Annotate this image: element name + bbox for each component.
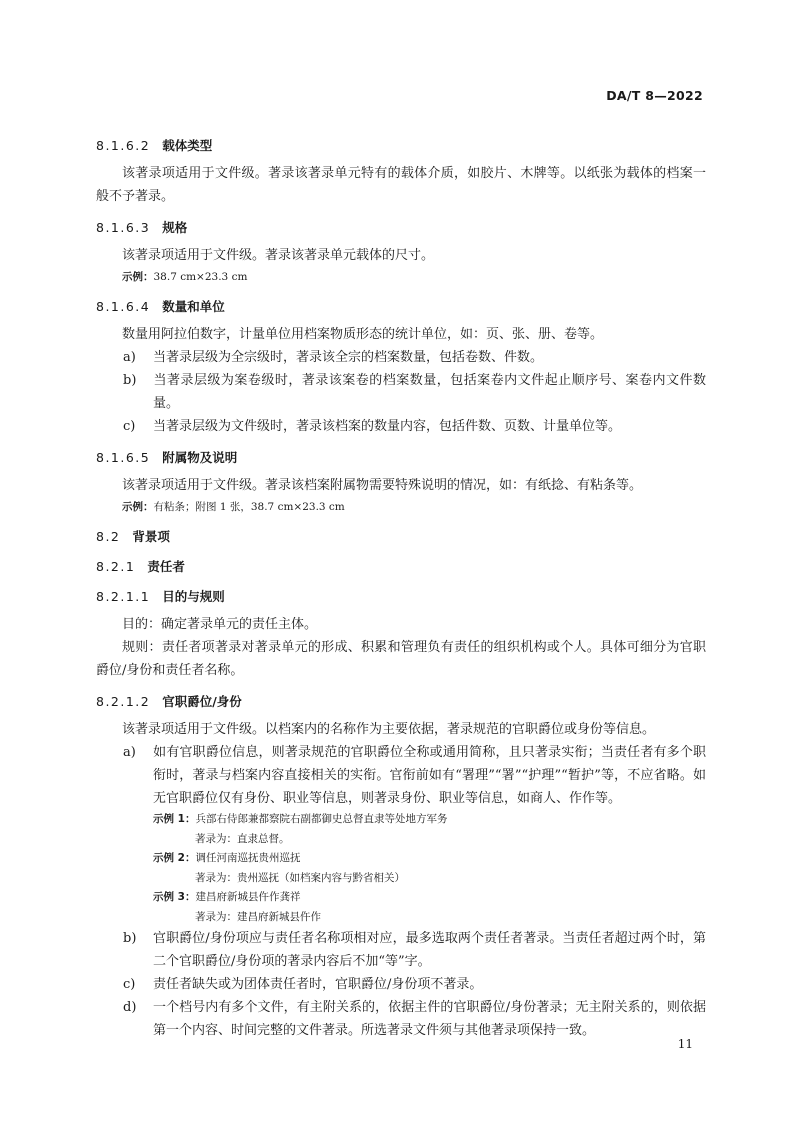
paragraph: 规则：责任者项著录对著录单元的形成、积累和管理负有责任的组织机构或个人。具体可细分为官职爵位/身份和责任者名称。: [96, 640, 706, 678]
list-item: [96, 996, 706, 1042]
section-title: 规格: [162, 220, 188, 235]
example-text: 有粘条；附图 1 张，38.7 cm×23.3 cm: [153, 501, 345, 513]
section-heading-8-2-1-1: [96, 586, 706, 607]
section-heading-8-1-6-5: [96, 447, 706, 468]
paragraph: 该著录项适用于文件级。以档案内的名称作为主要依据，著录规范的官职爵位或身份等信息。: [122, 722, 656, 737]
section-heading-8-1-6-3: [96, 217, 706, 238]
example-label: 示例 1：: [153, 813, 196, 825]
paragraph: 该著录项适用于文件级。著录该著录单元特有的载体介质，如胶片、木牌等。以纸张为载体的档案一般不予著录。: [96, 166, 706, 204]
list-marker: c): [123, 977, 136, 992]
section-number: 8.2.1.1: [96, 589, 151, 604]
example-label: 示例：: [122, 501, 154, 513]
section-heading-8-2-1: [96, 556, 706, 577]
example-label: 示例：: [122, 271, 154, 283]
list-marker: b): [123, 373, 137, 388]
section-heading-8-1-6-2: [96, 135, 706, 156]
paragraph: 该著录项适用于文件级。著录该著录单元载体的尺寸。: [122, 248, 435, 263]
list-item: [96, 973, 706, 996]
paragraph: 数量用阿拉伯数字，计量单位用档案物质形态的统计单位，如：页、张、册、卷等。: [122, 327, 604, 342]
section-heading-8-1-6-4: [96, 296, 706, 317]
list-item: [96, 346, 706, 369]
document-code: DA/T 8—2022: [606, 88, 703, 103]
section-title: 载体类型: [162, 138, 213, 153]
section-number: 8.2.1: [96, 559, 136, 574]
example-group: [96, 810, 706, 927]
section-title: 官职爵位/身份: [162, 694, 242, 709]
list-text: 官职爵位/身份项应与责任者名称项相对应，最多选取两个责任者著录。当责任者超过两个时，第二个官职爵位/身份项的著录内容后不加“等”字。: [153, 931, 706, 969]
list-marker: a): [123, 350, 136, 365]
section-number: 8.1.6.4: [96, 299, 151, 314]
example-result: 著录为：建昌府新城县仵作: [195, 910, 321, 923]
list-text: 一个档号内有多个文件，有主附关系的，依据主件的官职爵位/身份著录；无主附关系的，则依据第一个内容、时间完整的文件著录。所选著录文件须与其他著录项保持一致。: [153, 1000, 706, 1038]
list-marker: d): [123, 1000, 137, 1015]
example-line: [153, 888, 706, 908]
example: [96, 497, 706, 517]
list-marker: b): [123, 931, 137, 946]
example-text: 38.7 cm×23.3 cm: [153, 271, 248, 283]
example-result: 著录为：直隶总督。: [195, 832, 290, 845]
section-title: 附属物及说明: [162, 450, 238, 465]
list-text: 当著录层级为文件级时，著录该档案的数量内容，包括件数、页数、计量单位等。: [153, 419, 622, 434]
example-text: 建昌府新城县仵作龚祥: [195, 891, 301, 903]
list-text: 责任者缺失或为团体责任者时，官职爵位/身份项不著录。: [153, 977, 483, 992]
section-title: 责任者: [147, 559, 185, 574]
paragraph: 该著录项适用于文件级。著录该档案附属物需要特殊说明的情况，如：有纸捻、有粘条等。: [122, 478, 643, 493]
example-text: 兵部右侍郎兼都察院右副都御史总督直隶等处地方军务: [195, 813, 448, 825]
example-label: 示例 2：: [153, 852, 196, 864]
section-number: 8.1.6.2: [96, 138, 151, 153]
list-text: 当著录层级为全宗级时，著录该全宗的档案数量，包括卷数、件数。: [153, 350, 544, 365]
section-heading-8-2-1-2: [96, 691, 706, 712]
list-item: [96, 415, 706, 438]
example-label: 示例 3：: [153, 891, 196, 903]
list-marker: a): [123, 745, 136, 760]
section-number: 8.1.6.5: [96, 450, 151, 465]
section-number: 8.1.6.3: [96, 220, 151, 235]
list-item: [96, 369, 706, 415]
example: [96, 267, 706, 287]
document-body: [96, 135, 706, 1042]
list-item: [96, 741, 706, 810]
section-title: 目的与规则: [162, 589, 225, 604]
list-item: [96, 927, 706, 973]
section-number: 8.2.1.2: [96, 694, 151, 709]
example-result: 著录为：贵州巡抚（如档案内容与黔省相关）: [195, 871, 405, 884]
list-text: 如有官职爵位信息，则著录规范的官职爵位全称或通用简称，且只著录实衔；当责任者有多个职衔时，著录与档案内容直接相关的实衔。官衔前如有“署理”“署”“护理”“暂护”等，不应省略。如无官职爵位仅有身份、职业等信息，则著录身份、职业等信息，如商人、作作等。: [153, 745, 706, 806]
example-line: [153, 849, 706, 869]
example-line: [153, 810, 706, 830]
section-heading-8-2: [96, 526, 706, 547]
list-text: 当著录层级为案卷级时，著录该案卷的档案数量，包括案卷内文件起止顺序号、案卷内文件数量。: [153, 373, 706, 411]
section-title: 背景项: [132, 529, 170, 544]
section-number: 8.2: [96, 529, 121, 544]
list-marker: c): [123, 419, 136, 434]
paragraph: 目的：确定著录单元的责任主体。: [122, 617, 318, 632]
example-text: 调任河南巡抚贵州巡抚: [195, 852, 301, 864]
page-number: 11: [677, 1037, 693, 1051]
section-title: 数量和单位: [162, 299, 225, 314]
